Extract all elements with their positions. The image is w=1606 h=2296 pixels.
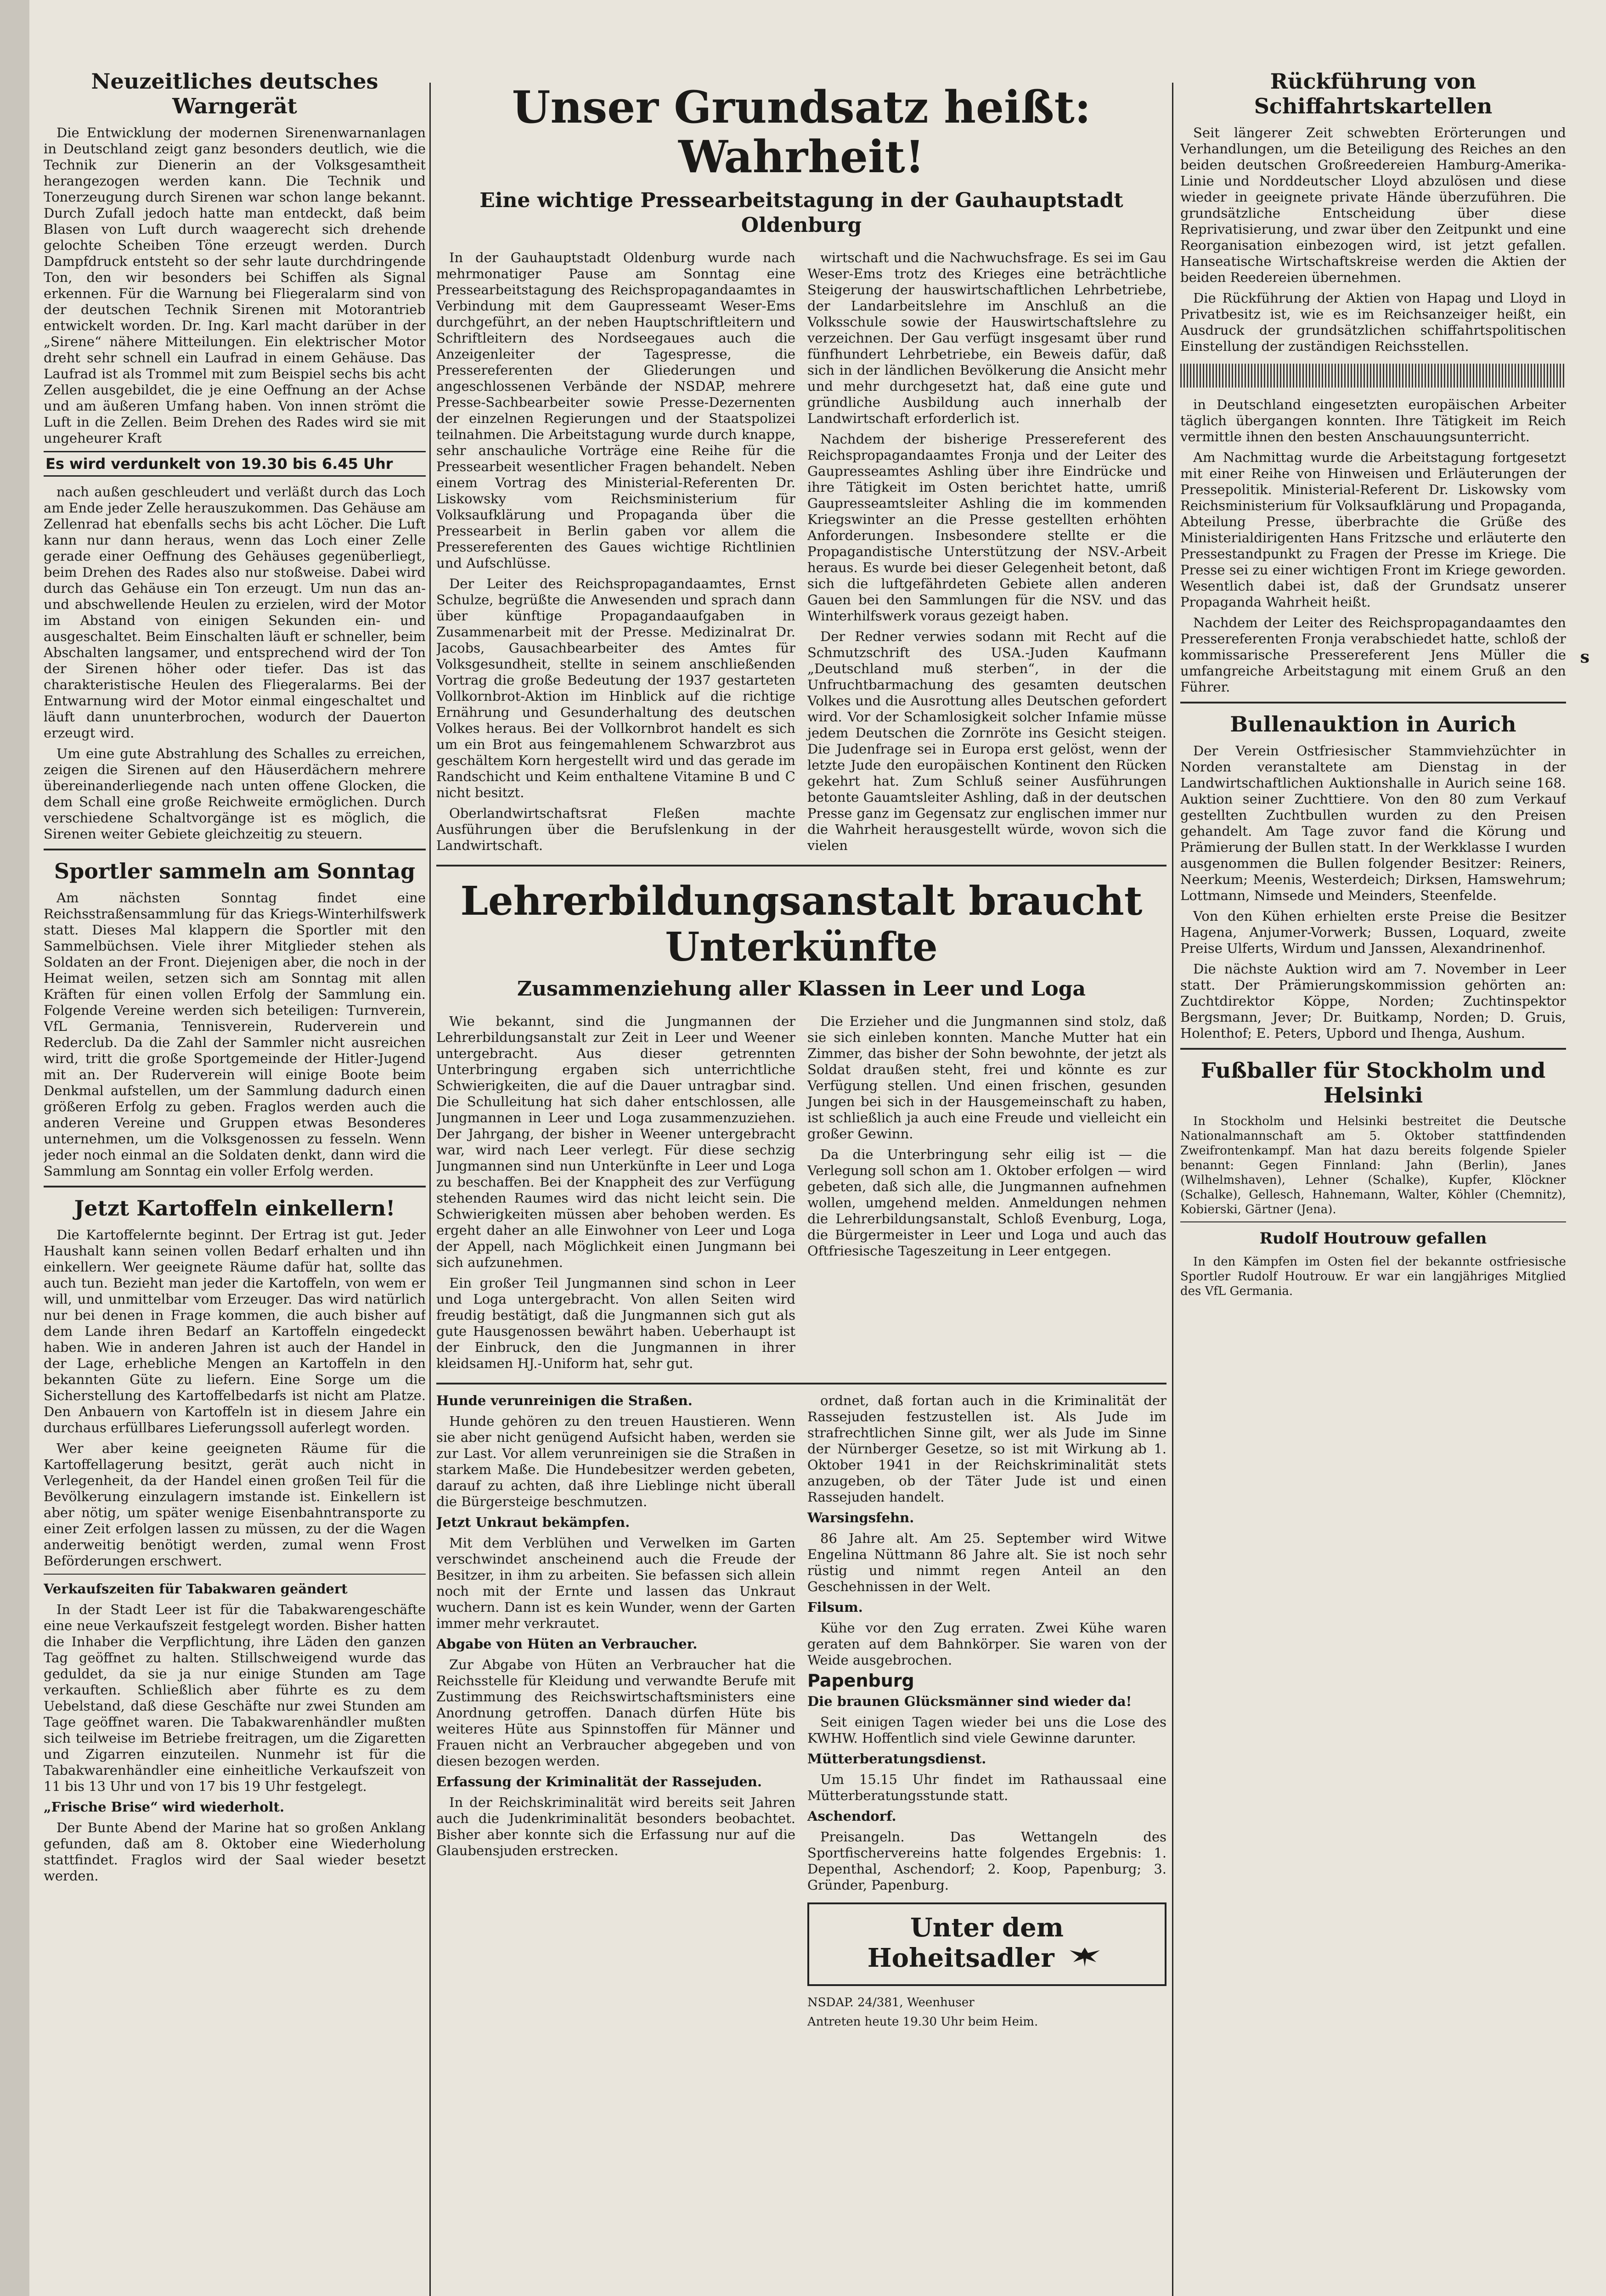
ad-line: NSDAP. 24/381, Weenhuser [807,1996,975,2010]
article-text: Oberlandwirtschaftsrat Fleßen machte Ausführungen über die Berufslenkung in der Landwirtschaft. [436,805,795,853]
subhead-unkraut: Jetzt Unkraut bekämpfen. [436,1514,630,1530]
left-column [44,69,426,2296]
article-text: Der Verein Ostfriesischer Stammviehzüchter in Norden veranstaltete am Dienstag in der Landwirtschaftlichen Auktionshalle in Aurich seine 168. Auktion seiner Zuchttiere. Von den 80 zum Verkauf gestellten Zuchtbullen wurden zu den Preisen gehandelt. Am Tage zuvor fand die Körung und Prämierung der Bullen statt. In der Werkklasse I wurden ausgenommen die Bullen folgender Besitzer: Reiners, Neerkum; Meenis, Westerdeich; Dirksen, Hamswehrum; Lottmann, Nimsede und Meinders, Steenfelde. [1180,743,1566,903]
article-text: Die Erzieher und die Jungmannen sind stolz, daß sie sich einleben konnten. Manche Mutter hat ein Zimmer, das bisher der Sohn bewohnte, der jetzt als Soldat draußen steht, frei und könnte es zur Verfügung stellen. Und einen frischen, gesunden Jungen bei sich in der Hausgemeinschaft zu haben, ist schließlich ja auch eine Freude und vielleicht ein großer Gewinn. [807,1013,1166,1142]
article-text: Nachdem der Leiter des Reichspropagandaamtes den Pressereferenten Fronja verabschiedet hatte, schloß der kommissarische Pressereferent Jens Müller die umfangreiche Arbeitstagung mit einem Gruß an den Führer. [1180,615,1566,695]
subhead-brise: „Frische Brise“ wird wiederholt. [44,1799,285,1815]
article-text: Die Rückführung der Aktien von Hapag und Lloyd in Privatbesitz ist, wie es im Reichsanzeiger heißt, ein Ausdruck der grundsätzlichen schiffahrtspolitischen Einstellung der zuständigen Reichsstellen. [1180,290,1566,354]
article-text: in Deutschland eingesetzten europäischen Arbeiter täglich übergangen konnten. Ihre Tätigkeit im Reich vermittle ihnen den besten Anschauungsunterricht. [1180,397,1566,445]
article-text: Mit dem Verblühen und Verwelken im Garten verschwindet anscheinend auch die Freude der Besitzer, in ihm zu arbeiten. Sie befassen sich allein noch mit der Ernte und lassen das Unkraut wuchern. Dann ist es kein Wunder, wenn der Garten immer mehr verkrautet. [436,1535,795,1631]
divider [436,1383,1166,1384]
article-text: Zur Abgabe von Hüten an Verbraucher hat die Reichsstelle für Kleidung und verwandte Berufe mit Zustimmung des Reichswirtschaftsministers eine Anordnung getroffen. Danach dürfen Hüte bis weiteres Hüte aus Spinnstoffen für Männer und Frauen nicht an Verbraucher abgegeben und von diesen bezogen werden. [436,1657,795,1769]
blackout-notice: Es wird verdunkelt von 19.30 bis 6.45 Uhr [44,451,426,477]
article-text: wirtschaft und die Nachwuchsfrage. Es sei im Gau Weser-Ems trotz des Krieges eine beträchtliche Steigerung der hauswirtschaftlichen Lehrbetriebe, der Landarbeitslehre im Anschluß an die Volksschule sowie der Hauswirtschaftslehre zu verzeichnen. Der Gau verfügt insgesamt über rund fünfhundert Lehrbetriebe, ein Beweis dafür, daß sich in der ländlichen Bevölkerung die Ansicht mehr und mehr durchgesetzt hat, daß eine gute und gründliche Ausbildung auch innerhalb der Landwirtschaft erforderlich ist. [807,250,1166,426]
article-text: Wer aber keine geeigneten Räume für die Kartoffellagerung besitzt, gerät auch nicht in Verlegenheit, da der Handel einen großen Teil für die Bevölkerung einzulagern imstande ist. Einkellern ist aber nötig, um später wenige Eisenbahntransporte zu einer Zeit erfolgen lassen zu müssen, zu der die Wagen anderweitig benötigt werden, zumal wenn Frost Beförderungen erschwert. [44,1441,426,1569]
article-text: In Stockholm und Helsinki bestreitet die Deutsche Nationalmannschaft am 5. Oktober stattfindenden Zweifrontenkampf. Man hat dazu bereits folgende Spieler benannt: Gegen Finnland: Jahn (Berlin), Janes (Wilhelmshaven), Lehner (Schalke), Kupfer, Klöckner (Schalke), Gellesch, Hahnemann, Walter, Köhler (Chemnitz), Kobierski, Gärtner (Jena). [1180,1114,1566,1216]
article-text: In der Stadt Leer ist für die Tabakwarengeschäfte eine neue Verkaufszeit festgelegt worden. Bisher hatten die Inhaber die Verpflichtung, ihre Läden den ganzen Tag geöffnet zu halten. Stillschweigend wurde das geduldet, da sie ja nur einige Stunden am Tage verkauften. Schließlich aber führte es zu dem Uebelstand, daß diese Geschäfte nur zwei Stunden am Tage geöffnet waren. Die Tabakwarenhändler mußten sich teilweise im Betriebe freitragen, um die Zigaretten und Zigarren einzuteilen. Nunmehr ist für die Tabakwarenhändler eine einheitliche Verkaufszeit von 11 bis 13 Uhr und von 17 bis 19 Uhr festgelegt. [44,1602,426,1794]
article-text: Der Redner verwies sodann mit Recht auf die Schmutzschrift des USA.-Juden Kaufmann „Deutschland muß sterben“, in der die Unfruchtbarmachung des gesamten deutschen Volkes und die Ausrottung alles Deutschen gefordert wird. Vor der Schamlosigkeit solcher Infamie müsse jedem Deutschen die Zornröte ins Gesicht steigen. Die Judenfrage sei in Europa erst gelöst, wenn der letzte Jude den europäischen Kontinent den Rücken gekehrt hat. Zum Schluß seiner Ausführungen betonte Gauamtsleiter Ashling, daß in der deutschen Presse ganz im Gegensatz zur englischen immer nur die Wahrheit herausgestellt würde, wovon sich die vielen [807,629,1166,853]
right-column [1180,69,1566,2296]
teacher-subheadline: Zusammenziehung aller Klassen in Leer und Loga [517,977,1086,1001]
scan-edge [0,0,29,2296]
article-text: Kühe vor den Zug erraten. Zwei Kühe waren geraten auf dem Bahnkörper. Sie waren von der Weide ausgebrochen. [807,1620,1166,1668]
article-text: Die nächste Auktion wird am 7. November in Leer statt. Der Prämierungskommission gehörten an: Zuchtdirektor Köppe, Norden; Zuchtinspektor Bergsmann, Jever; Dr. Buitkamp, Norden; D. Gruis, Holenthof; E. Peters, Upbord und Ihenga, Aushum. [1180,961,1566,1041]
column-divider [429,83,431,2296]
article-text: In der Gauhauptstadt Oldenburg wurde nach mehrmonatiger Pause am Sonntag eine Pressearbeitstagung des Reichspropagandaamtes in Verbindung mit dem Gaupresseamt Weser-Ems durchgeführt, an der neben Hauptschriftleitern und Schriftleitern des Nordseegaues auch die Anzeigenleiter der Tagespresse, die Pressereferenten der Gliederungen und angeschlossenen Verbände der NSDAP, mehrere Presse-Sachbearbeiter sowie Presse-Dezernenten der einzelnen Regierungen und der Staatspolizei teilnahmen. Die Arbeitstagung wurde durch knappe, sehr anschauliche Vorträge eine Reihe für die Pressearbeit wesentlicher Fragen behandelt. Neben einem Vortrag des Ministerial-Referenten Dr. Liskowsky vom Reichsministerium für Volksaufklärung und Propaganda über die Pressearbeit in Berlin gaben vor allem die Pressereferenten des Gaues wichtige Richtlinien und Aufschlüsse. [436,250,795,571]
divider [44,849,426,850]
divider [436,865,1166,867]
article-text: In der Reichskriminalität wird bereits seit Jahren auch die Judenkriminalität besonders beobachtet. Bisher aber konnte sich die Erfassung nur auf die Glaubensjuden erstrecken. [436,1795,795,1858]
margin-letter: s [1580,647,1589,667]
article-text: Da die Unterbringung sehr eilig ist — die Verlegung soll schon am 1. Oktober erfolgen — wird gebeten, daß sich alle, die Jungmannen aufnehmen wollen, umgehend melden. Anmeldungen nehmen die Lehrerbildungsanstalt, Schloß Evenburg, Loga, die Bürgermeister in Leer und Loga und auch das Oftfriesische Tageszeitung in Leer entgegen. [807,1147,1166,1259]
article-text: Ein großer Teil Jungmannen sind schon in Leer und Loga untergebracht. Von allen Seiten wird freudig bestätigt, daß die Jungmannen sich gut als gute Hausgenossen bewährt haben. Ueberhaupt ist der Einbruck, den die Jungmannen in ihrer kleidsamen HJ.-Uniform hat, sehr gut. [436,1275,795,1371]
article-text: nach außen geschleudert und verläßt durch das Loch am Ende jeder Zelle herauszukommen. Das Gehäuse am Zellenrad hat ebenfalls sechs bis acht Löcher. Die Luft kann nur dann heraus, wenn das Loch einer Zelle gerade einer Oeffnung des Gehäuses gegenüberliegt, beim Drehen des Rades also nur stoßweise. Dabei wird durch das Gehäuse ein Ton erzeugt. Um nun das an- und abschwellende Heulen zu erzielen, wird der Motor im Abstand von einigen Sekunden ein- und ausgeschaltet. Beim Einschalten läuft er schneller, beim Abschalten langsamer, und entsprechend wird der Ton der Sirenen höher oder tiefer. Das ist das charakteristische Heulen des Fliegeralarms. Bei der Entwarnung wird der Motor einmal eingeschaltet und läuft dann ununterbrochen, wodurch der Dauerton erzeugt wird. [44,484,426,741]
subhead-kriminalitaet: Erfassung der Kriminalität der Rassejuden. [436,1774,762,1790]
divider [1180,1048,1566,1050]
column-divider [1172,83,1173,2296]
subhead-hueten: Abgabe von Hüten an Verbraucher. [436,1636,698,1652]
article-text: In den Kämpfen im Osten fiel der bekannte ostfriesische Sportler Rudolf Houtrouw. Er war ein langjähriges Mitglied des VfL Germania. [1180,1255,1566,1298]
article-text: Seit einigen Tagen wieder bei uns die Lose des KWHW. Hoffentlich sind viele Gewinne darunter. [807,1714,1166,1746]
teacher-article [436,1013,1166,1376]
article-text: Um eine gute Abstrahlung des Schalles zu erreichen, zeigen die Sirenen auf den Häuserdächern mehrere übereinanderliegende nach unten offene Glocken, die dem Schall eine große Reichweite ermöglichen. Durch verschiedene Schaltvorgänge ist es möglich, die Sirenen weiter Gebiete gleichzeitig zu steuern. [44,746,426,842]
headline-fussballer: Fußballer für Stockholm und Helsinki [1200,1058,1546,1108]
eagle-emblem-icon [1069,1944,1101,1976]
subhead-aschendorf: Aschendorf. [807,1808,896,1824]
center-column [436,69,1166,2296]
divider [44,1574,426,1575]
headline-warngeraet: Neuzeitliches deutsches Warngerät [91,69,378,118]
headline-houtrouw: Rudolf Houtrouw gefallen [1259,1229,1487,1248]
headline-sportler: Sportler sammeln am Sonntag [54,859,416,884]
article-text: Der Bunte Abend der Marine hat so großen Anklang gefunden, daß am 8. Oktober eine Wiederholung stattfindet. Fraglos wird der Saal wieder besetzt werden. [44,1820,426,1884]
main-article [436,250,1166,858]
article-text: Der Leiter des Reichspropagandaamtes, Ernst Schulze, begrüßte die Anwesenden und sprach dann über künftige Propagandaaufgaben in Zusammenarbeit mit der Presse. Medizinalrat Dr. Jacobs, Gausachbearbeiter des Amtes für Volksgesundheit, stellte in seinem anschließenden Vortrag die große Bedeutung der 1937 gestarteten Vollkornbrot-Aktion im Hinblick auf die richtige Ernährung und Gesunderhaltung des deutschen Volkes heraus. Bei der Vollkornbrot handelt es sich um ein Brot aus feingemahlenem Schwarzbrot aus geschältem Korn hergestellt wird und das gerade im Randschicht und Keim enthaltene Vitamine B und C nicht besitzt. [436,576,795,800]
article-text: Seit längerer Zeit schwebten Erörterungen und Verhandlungen, um die Beteiligung des Reiches an den beiden deutschen Großreedereien Hamburg-Amerika-Linie und Norddeutscher Lloyd abzulösen und diese wieder in geeignete private Hände überzuführen. Die grundsätzliche Entscheidung über diese Reprivatisierung, und zwar über den Zeitpunkt und eine Reorganisation einbezogen wird, ist jetzt gefallen. Hanseatische Wirtschaftskreise werden die Aktien der beiden Reedereien übernehmen. [1180,125,1566,285]
article-text: Hunde gehören zu den treuen Haustieren. Wenn sie aber nicht genügend Aufsicht haben, werden sie zur Last. Vor allem verunreinigen sie die Straßen in starkem Maße. Die Hundebesitzer werden gebeten, darauf zu achten, daß ihre Lieblinge nicht überall die Bürgersteige beschmutzen. [436,1413,795,1509]
divider [44,1186,426,1187]
subhead-hunde: Hunde verunreinigen die Straßen. [436,1393,693,1408]
ad-line: Antreten heute 19.30 Uhr beim Heim. [807,2015,1038,2029]
article-text: Von den Kühen erhielten erste Preise die Besitzer Hagena, Anjumer-Vorwerk; Bussen, Loquard, zweite Preise Ulferts, Wirdum und Janssen, Alexandrinenhof. [1180,908,1566,956]
article-text: Wie bekannt, sind die Jungmannen der Lehrerbildungsanstalt zur Zeit in Leer und Weener untergebracht. Aus dieser getrennten Unterbringung ergaben sich unterrichtliche Schwierigkeiten, die auf die Dauer untragbar sind. Die Schulleitung hat sich daher entschlossen, alle Jungmannen in Leer und Loga zusammenzuziehen. Der Jahrgang, der bisher in Weener untergebracht war, wird nach Leer verlegt. Für diese sechzig Jungmannen sind nun Unterkünfte in Leer und Loga zu beschaffen. Bei der Knappheit des zur Verfügung stehenden Raumes wird das nicht leicht sein. Die Schwierigkeiten müssen aber behoben werden. Es ergeht daher an alle Einwohner von Leer und Loga der Appell, nach Möglichkeit einen Jungmann bei sich aufzunehmen. [436,1013,795,1270]
article-text: Am nächsten Sonntag findet eine Reichsstraßensammlung für das Kriegs-Winterhilfswerk statt. Dieses Mal klappern die Sportler mit den Sammelbüchsen. Viele ihrer Mitglieder stehen als Soldaten an der Front. Diejenigen aber, die noch in der Heimat weilen, setzen sich am Sonntag mit allen Kräften für einen vollen Erfolg der Sammlung ein. Folgende Vereine werden sich beteiligen: Turnverein, VfL Germania, Tennisverein, Ruderverein und Rederclub. Da die Zahl der Sammler nicht ausreichen wird, tritt die große Sportgemeinde der Hitler-Jugend mit an. Der Ruderverein will einige Boote beim Denkmal aufstellen, um der Sammlung dadurch einen größeren Erfolg zu geben. Fraglos werden auch die anderen Vereine und Gruppen etwas Besonderes unternehmen, um die Volksgenossen zu fesseln. Wenn jeder noch einmal an die Soldaten denkt, dann wird die Sammlung am Sonntag ein voller Erfolg werden. [44,890,426,1179]
article-text: Die Entwicklung der modernen Sirenenwarnanlagen in Deutschland zeigt ganz besonders deutlich, wie die Technik zur Dienerin an der Volksgesamtheit herangezogen werden kann. Die Technik und Tonerzeugung durch Sirenen war schon lange bekannt. Durch Zufall jedoch hatte man entdeckt, daß beim Blasen von Luft durch waagerecht sich drehende gelochte Scheiben Töne erzeugt werden. Durch Dampfdruck entsteht so der sehr laute durchdringende Ton, den wir besonders bei Schiffen als Signal erkennen. Für die Warnung bei Fliegeralarm sind von der deutschen Technik Sirenen mit Motorantrieb entwickelt worden. Dr. Ing. Karl macht darüber in der „Sirene“ nähere Mitteilungen. Ein elektrischer Motor dreht sehr schnell ein Laufrad in einem Gehäuse. Das Laufrad ist als Trommel mit zum Beispiel sechs bis acht Zellen ausgebildet, die je eine Oeffnung an der Achse und am äußeren Umfang haben. Von innen strömt die Luft in die Zellen. Beim Drehen des Rades wird sie mit ungeheurer Kraft [44,125,426,446]
subhead-tabak: Verkaufszeiten für Tabakwaren geändert [44,1581,348,1597]
subhead-warsingsfehn: Warsingsfehn. [807,1510,914,1525]
subhead-filsum: Filsum. [807,1599,863,1615]
article-text: ordnet, daß fortan auch in die Kriminalität der Rassejuden festzustellen ist. Als Jude im strafrechtlichen Sinne gilt, wer als Jude im Sinne der Nürnberger Gesetze, so ist mit Wirkung ab 1. Oktober 1941 in der Reichskriminalität stets anzugeben, ob der Täter Jude ist und einen Rassejuden handelt. [807,1393,1166,1505]
article-text: Am Nachmittag wurde die Arbeitstagung fortgesetzt mit einer Reihe von Hinweisen und Erläuterungen der Pressepolitik. Ministerial-Referent Dr. Liskowsky vom Reichsministerium für Volksaufklärung und Propaganda, Abteilung Presse, überbrachte die Grüße des Ministerialdirigenten Hans Fritzsche und erläuterte den Pressestandpunkt zu Fragen der Presse im Kriege. Die Presse sei zu einer wichtigen Front im Kriege geworden. Wesentlich dabei ist, daß der Grundsatz unserer Propaganda Wahrheit heißt. [1180,450,1566,610]
main-subheadline: Eine wichtige Pressearbeitstagung in der Gauhauptstadt Oldenburg [479,189,1123,237]
hatched-divider [1180,364,1566,388]
article-text: Nachdem der bisherige Pressereferent des Reichspropagandaamtes Fronja und der Leiter des Gaupresseamtes Ashling über ihre Eindrücke und ihre Tätigkeit im Osten berichtet hatte, umriß Gaupresseamtsleiter Ashling die im kommenden Kriegswinter an die Presse gestellten erhöhten Anforderungen. Insbesondere stellte er die Propagandistische Unterstützung der NSV.-Arbeit heraus. Es wurde bei dieser Gelegenheit betont, daß sich die luftgefährdeten Gebiete allen anderen Gauen bei den Sammlungen für die NSV. und das Winterhilfswerk voraus gezeigt haben. [807,431,1166,624]
article-text: Die Kartoffelernte beginnt. Der Ertrag ist gut. Jeder Haushalt kann seinen vollen Bedarf erhalten und ihn einkellern. Wer geeignete Räume dafür hat, sollte das auch tun. Bezieht man jeder die Kartoffeln, von wem er will, und unmittelbar vom Erzeuger. Das wird natürlich nur bei denen in Frage kommen, die auch bisher auf dem Lande ihren Bedarf an Kartoffeln eingedeckt haben. Wie in anderen Jahren ist auch der Handel in der Lage, erhebliche Mengen an Kartoffeln in den bekannten Güte zu liefern. Eine Sorge um die Sicherstellung des Kartoffelbedarfs ist nicht am Platze. Den Anbauern von Kartoffeln ist in diesem Jahre ein durchaus erfüllbares Lieferungssoll auferlegt worden. [44,1227,426,1435]
headline-bullenauktion: Bullenauktion in Aurich [1230,712,1516,737]
headline-kartoffeln: Jetzt Kartoffeln einkellern! [74,1196,395,1221]
article-text: 86 Jahre alt. Am 25. September wird Witwe Engelina Nüttmann 86 Jahre alt. Sie ist noch sehr rüstig und nimmt regen Anteil an den Geschehnissen in der Welt. [807,1531,1166,1594]
subhead-muetter: Mütterberatungsdienst. [807,1751,986,1767]
divider [1180,1221,1566,1222]
divider [1180,702,1566,703]
subhead-gluecksmaenner: Die braunen Glücksmänner sind wieder da! [807,1694,1132,1709]
article-text: Um 15.15 Uhr findet im Rathaussaal eine Mütterberatungsstunde statt. [807,1772,1166,1803]
headline-schiffahrt: Rückführung von Schiffahrtskartellen [1254,69,1493,118]
hoheitsadler-title: Unter dem Hoheitsadler [867,1913,1064,1973]
article-text: Preisangeln. Das Wettangeln des Sportfischervereins hatte folgendes Ergebnis: 1. Depenthal, Aschendorf; 2. Koop, Papenburg; 3. Gründer, Papenburg. [807,1829,1166,1893]
location-heading: Papenburg [807,1671,914,1691]
teacher-headline: Lehrerbildungsanstalt braucht Unterkünfte [460,878,1143,970]
local-news [436,1393,1166,2034]
hoheitsadler-box [807,1902,1166,1986]
main-headline: Unser Grundsatz heißt: Wahrheit! [512,81,1091,183]
